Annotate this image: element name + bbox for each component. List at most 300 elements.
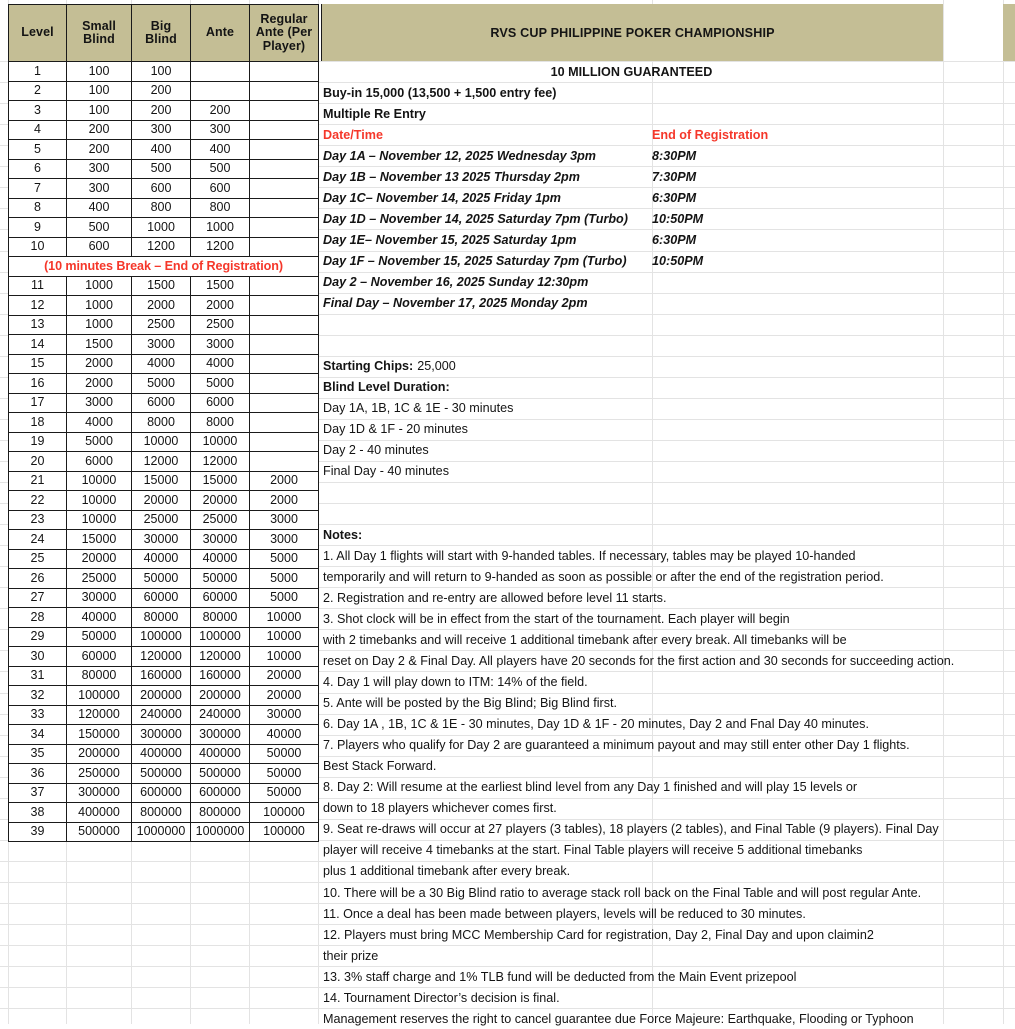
cell-level: 8 [9,198,67,218]
cell-level: 14 [9,335,67,355]
cell-small-blind: 500000 [67,822,132,842]
schedule-day: Day 1B – November 13 2025 Thursday 2pm [323,169,580,184]
cell-big-blind: 100 [132,62,191,82]
cell-big-blind: 1200 [132,237,191,257]
cell-regular-ante: 5000 [250,569,319,589]
table-header-row [9,5,319,62]
cell-level: 31 [9,666,67,686]
cell-regular-ante [250,140,319,160]
cell-big-blind: 800 [132,198,191,218]
cell-big-blind: 100000 [132,627,191,647]
note-item: Management reserves the right to cancel guarantee due Force Majeure: Earthquake, Flooding or Typhoon [323,1011,914,1026]
table-row [9,744,319,764]
cell-regular-ante: 3000 [250,510,319,530]
cell-ante: 30000 [191,530,250,550]
table-row [9,491,319,511]
cell-level: 38 [9,803,67,823]
duration-item: Day 2 - 40 minutes [323,443,429,458]
cell-level: 28 [9,608,67,628]
cell-small-blind: 15000 [67,530,132,550]
info-row [321,187,1015,208]
cell-level: 29 [9,627,67,647]
cell-ante: 3000 [191,335,250,355]
info-row [321,124,1015,145]
cell-small-blind: 1000 [67,276,132,296]
cell-regular-ante: 50000 [250,744,319,764]
info-row [321,377,1015,398]
cell-big-blind: 600000 [132,783,191,803]
cell-regular-ante: 100000 [250,822,319,842]
info-row [321,587,1015,608]
info-row [321,629,1015,650]
starting-chips-label: Starting Chips: [323,359,414,374]
cell-level: 27 [9,588,67,608]
cell-small-blind: 4000 [67,413,132,433]
cell-level: 15 [9,354,67,374]
cell-big-blind: 400000 [132,744,191,764]
info-row [321,419,1015,440]
cell-big-blind: 30000 [132,530,191,550]
buyin-label: Buy-in 15,000 (13,500 + 1,500 entry fee) [323,85,557,100]
info-row [321,61,1015,82]
cell-big-blind: 60000 [132,588,191,608]
cell-regular-ante: 10000 [250,608,319,628]
blind-level-duration-label: Blind Level Duration: [323,380,450,395]
cell-ante: 1500 [191,276,250,296]
table-row [9,471,319,491]
cell-ante [191,62,250,82]
cell-small-blind: 120000 [67,705,132,725]
cell-small-blind: 400 [67,198,132,218]
note-item: 14. Tournament Director’s decision is final. [323,990,560,1005]
cell-regular-ante [250,120,319,140]
info-row [321,145,1015,166]
note-item: player will receive 4 timebanks at the start. Final Table players will receive 5 additional timebanks [323,843,863,858]
cell-big-blind: 200 [132,101,191,121]
table-row [9,432,319,452]
info-row [321,882,1015,903]
cell-big-blind: 240000 [132,705,191,725]
info-row [321,945,1015,966]
table-row [9,588,319,608]
info-row [321,356,1015,377]
cell-small-blind: 200000 [67,744,132,764]
table-row [9,530,319,550]
cell-level: 32 [9,686,67,706]
cell-small-blind: 6000 [67,452,132,472]
duration-item: Final Day - 40 minutes [323,464,449,479]
cell-ante: 800000 [191,803,250,823]
note-item: 8. Day 2: Will resume at the earliest blind level from any Day 1 finished and will play 15 levels or [323,780,858,795]
cell-ante: 4000 [191,354,250,374]
table-row [9,510,319,530]
info-row [321,819,1015,840]
cell-regular-ante: 5000 [250,549,319,569]
cell-small-blind: 1000 [67,296,132,316]
cell-small-blind: 150000 [67,725,132,745]
cell-small-blind: 100 [67,81,132,101]
starting-chips-value: 25,000 [417,359,456,374]
cell-level: 20 [9,452,67,472]
table-row [9,627,319,647]
cell-level: 37 [9,783,67,803]
cell-small-blind: 80000 [67,666,132,686]
end-of-registration-header: End of Registration [652,127,769,142]
cell-level: 35 [9,744,67,764]
cell-level: 24 [9,530,67,550]
cell-big-blind: 1500 [132,276,191,296]
cell-ante: 500 [191,159,250,179]
table-row [9,159,319,179]
cell-big-blind: 1000 [132,218,191,238]
reentry-label: Multiple Re Entry [323,106,426,121]
cell-small-blind: 400000 [67,803,132,823]
schedule-end-time: 6:30PM [652,232,697,247]
cell-level: 11 [9,276,67,296]
cell-small-blind: 10000 [67,510,132,530]
note-item: 10. There will be a 30 Big Blind ratio to average stack roll back on the Final Table and will post regular Ante. [323,885,922,900]
info-row [321,166,1015,187]
info-row [321,229,1015,250]
schedule-day: Day 1E– November 15, 2025 Saturday 1pm [323,232,577,247]
cell-regular-ante [250,198,319,218]
table-row [9,413,319,433]
cell-big-blind: 200 [132,81,191,101]
cell-level: 4 [9,120,67,140]
info-row [321,208,1015,229]
cell-small-blind: 250000 [67,764,132,784]
table-row [9,764,319,784]
info-row [321,1008,1015,1029]
info-row [321,987,1015,1008]
info-row [321,861,1015,882]
cell-regular-ante [250,452,319,472]
duration-item: Day 1A, 1B, 1C & 1E - 30 minutes [323,401,514,416]
table-row [9,101,319,121]
cell-ante: 6000 [191,393,250,413]
cell-small-blind: 600 [67,237,132,257]
cell-level: 13 [9,315,67,335]
cell-big-blind: 2500 [132,315,191,335]
cell-ante: 10000 [191,432,250,452]
note-item: 1. All Day 1 flights will start with 9-handed tables. If necessary, tables may be played 10-handed [323,548,856,563]
info-row [321,272,1015,293]
cell-level: 25 [9,549,67,569]
cell-ante [191,81,250,101]
cell-big-blind: 300000 [132,725,191,745]
note-item: 2. Registration and re-entry are allowed before level 11 starts. [323,590,667,605]
cell-big-blind: 1000000 [132,822,191,842]
break-row-label: (10 minutes Break – End of Registration) [9,257,319,277]
note-item: reset on Day 2 & Final Day. All players have 20 seconds for the first action and 30 seconds for succeeding action. [323,653,955,668]
table-row [9,686,319,706]
cell-level: 34 [9,725,67,745]
cell-big-blind: 3000 [132,335,191,355]
cell-ante: 240000 [191,705,250,725]
cell-ante: 2000 [191,296,250,316]
cell-big-blind: 40000 [132,549,191,569]
note-item: 9. Seat re-draws will occur at 27 players (3 tables), 18 players (2 tables), and Final Table (9 players). Final Day [323,822,939,837]
notes-label: Notes: [323,527,363,542]
title-banner-edge-block [1003,4,1015,61]
cell-ante: 60000 [191,588,250,608]
cell-ante: 8000 [191,413,250,433]
cell-regular-ante [250,354,319,374]
page-title: RVS CUP PHILIPPINE POKER CHAMPIONSHIP [490,25,775,40]
cell-small-blind: 500 [67,218,132,238]
schedule-end-time: 10:50PM [652,254,704,268]
info-row [321,461,1015,482]
column-header-small-blind: Small Blind [67,5,132,62]
cell-regular-ante: 100000 [250,803,319,823]
cell-big-blind: 160000 [132,666,191,686]
schedule-day: Day 1D – November 14, 2025 Saturday 7pm (Turbo) [323,211,628,226]
cell-regular-ante [250,218,319,238]
schedule-day: Final Day – November 17, 2025 Monday 2pm [323,296,588,311]
cell-level: 19 [9,432,67,452]
cell-regular-ante: 20000 [250,686,319,706]
cell-small-blind: 200 [67,140,132,160]
cell-ante: 160000 [191,666,250,686]
info-row [321,251,1015,272]
cell-small-blind: 1000 [67,315,132,335]
cell-regular-ante: 50000 [250,764,319,784]
cell-small-blind: 100 [67,101,132,121]
guarantee-label: 10 MILLION GUARANTEED [550,64,713,79]
cell-ante: 300 [191,120,250,140]
info-row [321,735,1015,756]
cell-big-blind: 80000 [132,608,191,628]
schedule-end-time: 7:30PM [652,169,697,184]
cell-ante: 100000 [191,627,250,647]
info-row [321,524,1015,545]
cell-ante: 15000 [191,471,250,491]
cell-ante: 80000 [191,608,250,628]
cell-ante: 600 [191,179,250,199]
cell-small-blind: 300 [67,179,132,199]
cell-regular-ante [250,393,319,413]
info-row [321,503,1015,524]
note-item: 11. Once a deal has been made between players, levels will be reduced to 30 minutes. [323,906,806,921]
cell-level: 1 [9,62,67,82]
cell-small-blind: 300000 [67,783,132,803]
cell-ante: 1000 [191,218,250,238]
cell-ante: 2500 [191,315,250,335]
info-row [321,566,1015,587]
cell-ante: 200000 [191,686,250,706]
table-row [9,549,319,569]
cell-level: 10 [9,237,67,257]
cell-regular-ante [250,101,319,121]
cell-small-blind: 5000 [67,432,132,452]
cell-small-blind: 300 [67,159,132,179]
table-row [9,218,319,238]
table-row [9,276,319,296]
cell-small-blind: 10000 [67,491,132,511]
cell-regular-ante [250,62,319,82]
info-row [321,693,1015,714]
cell-level: 16 [9,374,67,394]
title-banner [321,4,943,61]
cell-ante: 500000 [191,764,250,784]
table-row [9,335,319,355]
cell-ante: 25000 [191,510,250,530]
column-header-regular-ante: Regular Ante (Per Player) [250,5,319,62]
cell-big-blind: 2000 [132,296,191,316]
starting-chips-row [323,356,456,377]
cell-ante: 5000 [191,374,250,394]
cell-big-blind: 12000 [132,452,191,472]
table-row [9,803,319,823]
cell-small-blind: 100000 [67,686,132,706]
schedule-day: Day 2 – November 16, 2025 Sunday 12:30pm [323,275,589,289]
blind-structure-table [8,4,319,842]
cell-big-blind: 500 [132,159,191,179]
cell-small-blind: 3000 [67,393,132,413]
cell-regular-ante [250,432,319,452]
table-row [9,666,319,686]
cell-big-blind: 25000 [132,510,191,530]
cell-big-blind: 10000 [132,432,191,452]
column-header-ante: Ante [191,5,250,62]
cell-ante: 200 [191,101,250,121]
note-item: their prize [323,948,379,963]
cell-ante: 50000 [191,569,250,589]
info-row [321,335,1015,356]
cell-ante: 600000 [191,783,250,803]
note-item: 12. Players must bring MCC Membership Card for registration, Day 2, Final Day and upon claimin2 [323,927,874,942]
table-row [9,452,319,472]
cell-ante: 120000 [191,647,250,667]
table-row [9,374,319,394]
column-header-big-blind: Big Blind [132,5,191,62]
cell-level: 21 [9,471,67,491]
cell-big-blind: 6000 [132,393,191,413]
cell-level: 7 [9,179,67,199]
cell-level: 39 [9,822,67,842]
cell-level: 26 [9,569,67,589]
note-item: 13. 3% staff charge and 1% TLB fund will be deducted from the Main Event prizepool [323,969,797,984]
note-item: with 2 timebanks and will receive 1 additional timebank after every break. All timebanks will be [323,632,847,647]
table-row [9,81,319,101]
info-row [321,482,1015,503]
note-item: 6. Day 1A , 1B, 1C & 1E - 30 minutes, Day 1D & 1F - 20 minutes, Day 2 and Fnal Day 40 minutes. [323,717,869,732]
table-row [9,393,319,413]
cell-small-blind: 20000 [67,549,132,569]
info-row [321,650,1015,671]
cell-regular-ante [250,81,319,101]
cell-level: 18 [9,413,67,433]
info-row [321,777,1015,798]
schedule-day: Day 1A – November 12, 2025 Wednesday 3pm [323,148,596,163]
cell-big-blind: 400 [132,140,191,160]
cell-ante: 20000 [191,491,250,511]
table-row [9,120,319,140]
table-row [9,179,319,199]
table-row [9,237,319,257]
cell-small-blind: 30000 [67,588,132,608]
info-row [321,714,1015,735]
info-row [321,103,1015,124]
table-row [9,315,319,335]
cell-big-blind: 20000 [132,491,191,511]
table-row [9,569,319,589]
cell-small-blind: 2000 [67,354,132,374]
cell-level: 12 [9,296,67,316]
cell-big-blind: 15000 [132,471,191,491]
cell-regular-ante: 3000 [250,530,319,550]
cell-regular-ante [250,237,319,257]
info-row [321,966,1015,987]
cell-regular-ante [250,374,319,394]
cell-big-blind: 5000 [132,374,191,394]
cell-level: 33 [9,705,67,725]
cell-regular-ante [250,276,319,296]
cell-level: 36 [9,764,67,784]
info-row [321,293,1015,314]
cell-level: 5 [9,140,67,160]
info-row [321,798,1015,819]
table-row [9,705,319,725]
cell-ante: 800 [191,198,250,218]
cell-ante: 12000 [191,452,250,472]
cell-big-blind: 4000 [132,354,191,374]
cell-regular-ante: 50000 [250,783,319,803]
cell-big-blind: 200000 [132,686,191,706]
column-header-level: Level [9,5,67,62]
note-item: 5. Ante will be posted by the Big Blind; Big Blind first. [323,696,618,710]
table-row [9,783,319,803]
table-row [9,608,319,628]
cell-small-blind: 2000 [67,374,132,394]
cell-big-blind: 120000 [132,647,191,667]
cell-big-blind: 50000 [132,569,191,589]
cell-regular-ante: 20000 [250,666,319,686]
cell-level: 17 [9,393,67,413]
cell-regular-ante [250,296,319,316]
note-item: plus 1 additional timebank after every break. [323,864,571,879]
cell-small-blind: 1500 [67,335,132,355]
duration-item: Day 1D & 1F - 20 minutes [323,422,468,437]
cell-ante: 400000 [191,744,250,764]
cell-regular-ante: 30000 [250,705,319,725]
table-row [9,198,319,218]
cell-ante: 1200 [191,237,250,257]
cell-regular-ante: 5000 [250,588,319,608]
cell-big-blind: 800000 [132,803,191,823]
cell-level: 2 [9,81,67,101]
table-row [9,647,319,667]
cell-big-blind: 300 [132,120,191,140]
schedule-end-time: 6:30PM [652,190,697,205]
cell-ante: 300000 [191,725,250,745]
cell-level: 3 [9,101,67,121]
cell-level: 22 [9,491,67,511]
info-row [321,82,1015,103]
info-row [321,545,1015,566]
schedule-day: Day 1F – November 15, 2025 Saturday 7pm (Turbo) [323,254,627,268]
table-row [9,296,319,316]
cell-level: 9 [9,218,67,238]
cell-regular-ante [250,413,319,433]
cell-ante: 400 [191,140,250,160]
cell-small-blind: 200 [67,120,132,140]
schedule-end-time: 10:50PM [652,211,704,226]
schedule-day: Day 1C– November 14, 2025 Friday 1pm [323,190,562,205]
info-row [321,314,1015,335]
note-item: 4. Day 1 will play down to ITM: 14% of the field. [323,675,588,689]
table-row [9,822,319,842]
